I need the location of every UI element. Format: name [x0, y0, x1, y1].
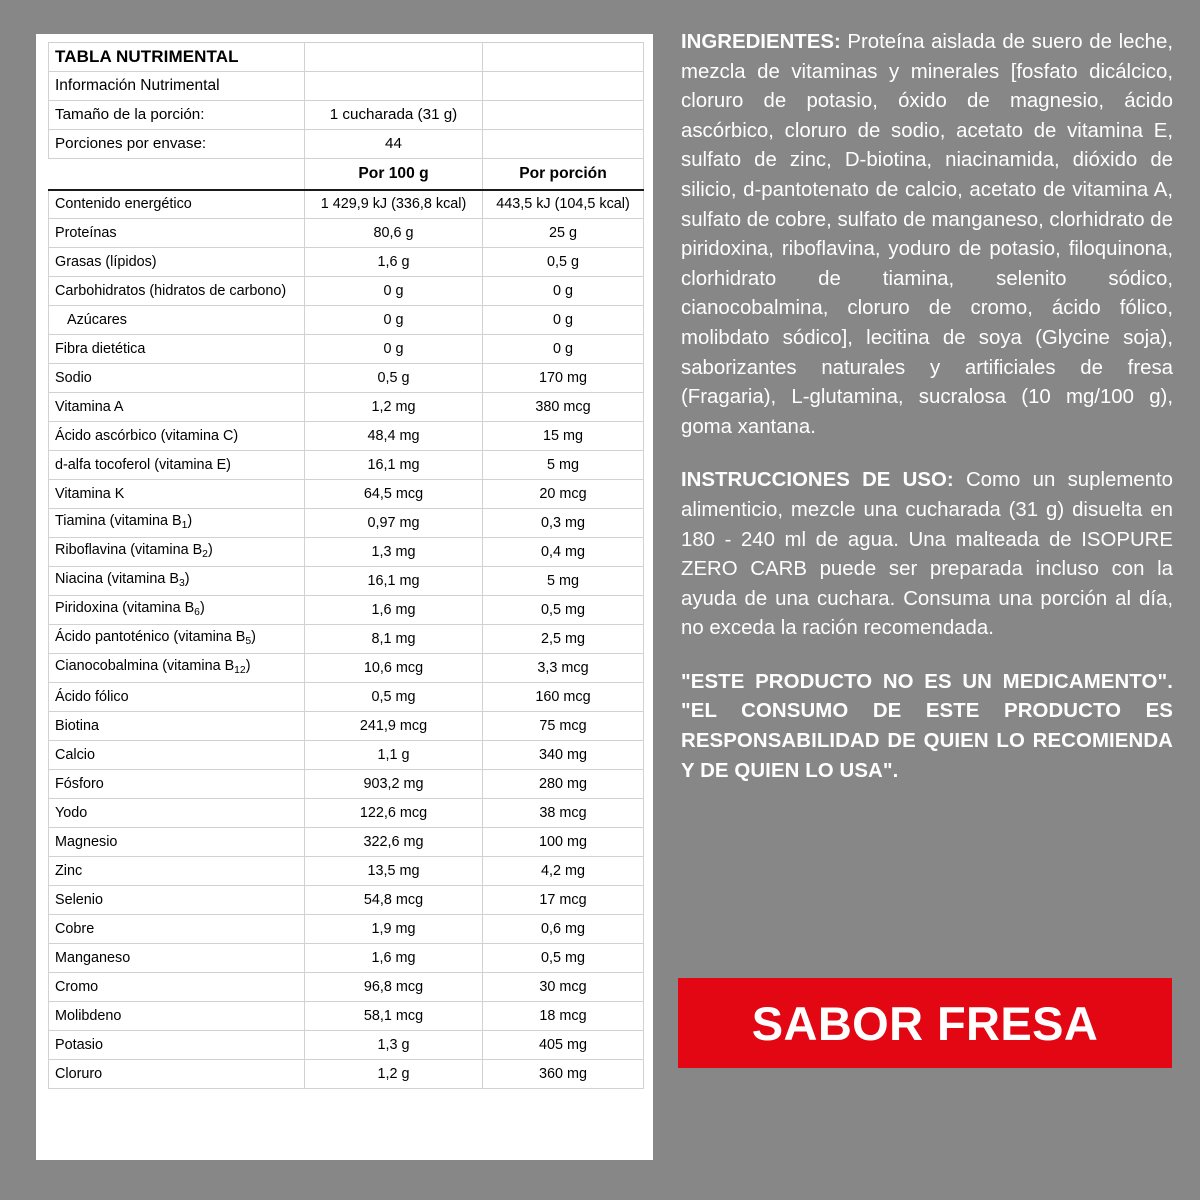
nutrient-value-per-100g: 0,5 mg — [305, 683, 483, 712]
table-row — [49, 973, 644, 1002]
table-row — [49, 451, 644, 480]
nutrient-value-per-serving: 5 mg — [483, 567, 644, 596]
nutrient-value-per-serving: 0,3 mg — [483, 509, 644, 538]
nutrient-value-per-serving: 30 mcg — [483, 973, 644, 1002]
nutrient-label: Potasio — [49, 1031, 305, 1060]
nutrient-value-per-100g: 96,8 mcg — [305, 973, 483, 1002]
nutrient-label: Biotina — [49, 712, 305, 741]
nutrient-value-per-serving: 170 mg — [483, 364, 644, 393]
nutrient-value-per-serving: 405 mg — [483, 1031, 644, 1060]
table-row — [49, 915, 644, 944]
nutrient-value-per-serving: 340 mg — [483, 741, 644, 770]
nutrient-value-per-100g: 58,1 mcg — [305, 1002, 483, 1031]
nutrient-value-per-100g: 80,6 g — [305, 219, 483, 248]
servings-value: 44 — [305, 130, 483, 159]
serving-size-row — [49, 101, 644, 130]
nutrient-value-per-serving: 100 mg — [483, 828, 644, 857]
nutrient-label: Yodo — [49, 799, 305, 828]
nutrient-label: Sodio — [49, 364, 305, 393]
instructions-paragraph — [681, 466, 1173, 644]
table-row — [49, 828, 644, 857]
nutrient-label: Grasas (lípidos) — [49, 248, 305, 277]
nutrient-label: Ácido pantoténico (vitamina $B_5$) — [49, 625, 305, 654]
ingredients-paragraph — [681, 28, 1173, 442]
nutrient-value-per-100g: 122,6 mcg — [305, 799, 483, 828]
table-row — [49, 683, 644, 712]
servings-blank — [483, 130, 644, 159]
nutrient-value-per-serving: 38 mcg — [483, 799, 644, 828]
table-title-blank-1 — [305, 43, 483, 72]
nutrient-value-per-100g: 0 g — [305, 277, 483, 306]
table-title-blank-2 — [483, 43, 644, 72]
nutrient-value-per-100g: 54,8 mcg — [305, 886, 483, 915]
nutrient-value-per-serving: 2,5 mg — [483, 625, 644, 654]
table-row — [49, 741, 644, 770]
nutrient-value-per-100g: 0,97 mg — [305, 509, 483, 538]
nutrient-value-per-serving: 0,5 g — [483, 248, 644, 277]
table-row — [49, 857, 644, 886]
nutrient-value-per-100g: 48,4 mg — [305, 422, 483, 451]
nutrient-label: Contenido energético — [49, 190, 305, 219]
servings-label: Porciones por envase: — [49, 130, 305, 159]
nutrient-label: Piridoxina (vitamina $B_6$) — [49, 596, 305, 625]
nutrient-value-per-100g: 1,2 g — [305, 1060, 483, 1089]
nutrient-value-per-100g: 0 g — [305, 306, 483, 335]
nutrient-value-per-100g: 1,3 mg — [305, 538, 483, 567]
servings-per-container-row — [49, 130, 644, 159]
table-row — [49, 480, 644, 509]
nutrient-label: Cloruro — [49, 1060, 305, 1089]
serving-size-value: 1 cucharada (31 g) — [305, 101, 483, 130]
nutrient-label: Molibdeno — [49, 1002, 305, 1031]
nutrient-label: Ácido ascórbico (vitamina C) — [49, 422, 305, 451]
table-row — [49, 944, 644, 973]
nutrient-label: Ácido fólico — [49, 683, 305, 712]
instructions-body: Como un suplemento alimenticio, mezcle una cucharada (31 g) disuelta en 180 - 240 ml de agua. Una malteada de ISOPURE ZERO CARB puede ser preparada incluso con la ayuda de una cuchara. Consuma una porción al día, no exceda la ración recomendada. — [681, 469, 1173, 640]
nutrient-value-per-serving: 20 mcg — [483, 480, 644, 509]
flavor-banner-label: SABOR FRESA — [751, 996, 1099, 1050]
nutrient-value-per-serving: 15 mg — [483, 422, 644, 451]
nutrient-value-per-100g: 0,5 g — [305, 364, 483, 393]
table-row — [49, 248, 644, 277]
nutrient-value-per-serving: 25 g — [483, 219, 644, 248]
table-row — [49, 799, 644, 828]
column-header-row — [49, 159, 644, 190]
nutrient-value-per-serving: 75 mcg — [483, 712, 644, 741]
nutrient-value-per-serving: 3,3 mcg — [483, 654, 644, 683]
nutrient-value-per-serving: 0 g — [483, 306, 644, 335]
serving-size-blank — [483, 101, 644, 130]
ingredients-body: Proteína aislada de suero de leche, mezcla de vitaminas y minerales [fosfato dicálcico, cloruro de potasio, óxido de magnesio, ácido ascórbico, cloruro de sodio, acetato de vitamina E, sulfato de zinc, D-biotina, niacinamida, dióxido de silicio, d-pantotenato de calcio, acetato de vitamina A, sulfato de cobre, sulfato de manganeso, clorhidrato de piridoxina, riboflavina, yoduro de potasio, filoquinona, clorhidrato de tiamina, selenito sódico, cianocobalmina, cloruro de cromo, ácido fólico, molibdato sódico], lecitina de soya (Glycine soja), saborizantes naturales y artificiales de fresa (Fragaria), L-glutamina, sucralosa (10 mg/100 g), goma xantana. — [681, 31, 1173, 438]
nutrient-value-per-100g: 1,6 g — [305, 248, 483, 277]
table-row — [49, 335, 644, 364]
table-row — [49, 509, 644, 538]
table-row — [49, 538, 644, 567]
table-title-row — [49, 43, 644, 72]
serving-size-label: Tamaño de la porción: — [49, 101, 305, 130]
nutrition-table — [48, 42, 644, 1089]
nutrient-value-per-100g: 16,1 mg — [305, 567, 483, 596]
table-row — [49, 712, 644, 741]
ingredients-heading: INGREDIENTES: — [681, 31, 841, 53]
nutrient-value-per-serving: 0,6 mg — [483, 915, 644, 944]
nutrient-label: Cromo — [49, 973, 305, 1002]
nutrient-value-per-serving: 4,2 mg — [483, 857, 644, 886]
table-row — [49, 770, 644, 799]
nutrient-value-per-100g: 1,6 mg — [305, 596, 483, 625]
nutrient-value-per-serving: 0,5 mg — [483, 596, 644, 625]
table-row — [49, 654, 644, 683]
table-row — [49, 190, 644, 219]
nutrient-label: Riboflavina (vitamina $B_2$) — [49, 538, 305, 567]
table-subtitle-blank-1 — [305, 72, 483, 101]
nutrient-value-per-serving: 0 g — [483, 277, 644, 306]
table-row — [49, 1002, 644, 1031]
nutrient-value-per-100g: 1,9 mg — [305, 915, 483, 944]
column-header-per-100g: Por 100 g — [305, 159, 483, 190]
info-column — [681, 28, 1173, 810]
column-header-per-serving: Por porción — [483, 159, 644, 190]
nutrient-value-per-serving: 380 mcg — [483, 393, 644, 422]
nutrient-value-per-100g: 0 g — [305, 335, 483, 364]
table-row — [49, 625, 644, 654]
table-row — [49, 277, 644, 306]
nutrient-label: Vitamina K — [49, 480, 305, 509]
nutrient-value-per-serving: 160 mcg — [483, 683, 644, 712]
nutrient-label: Niacina (vitamina $B_3$) — [49, 567, 305, 596]
nutrient-value-per-serving: 443,5 kJ (104,5 kcal) — [483, 190, 644, 219]
nutrient-value-per-100g: 16,1 mg — [305, 451, 483, 480]
table-title: TABLA NUTRIMENTAL — [49, 43, 305, 72]
nutrient-value-per-100g: 1,3 g — [305, 1031, 483, 1060]
flavor-banner — [678, 978, 1172, 1068]
nutrient-value-per-serving: 280 mg — [483, 770, 644, 799]
table-subtitle: Información Nutrimental — [49, 72, 305, 101]
nutrient-value-per-100g: 64,5 mcg — [305, 480, 483, 509]
table-row — [49, 886, 644, 915]
nutrient-label: Fibra dietética — [49, 335, 305, 364]
nutrient-label: Proteínas — [49, 219, 305, 248]
table-row — [49, 364, 644, 393]
nutrient-value-per-100g: 13,5 mg — [305, 857, 483, 886]
nutrient-label: Vitamina A — [49, 393, 305, 422]
nutrient-value-per-serving: 18 mcg — [483, 1002, 644, 1031]
nutrient-label: Fósforo — [49, 770, 305, 799]
nutrient-value-per-serving: 0,5 mg — [483, 944, 644, 973]
nutrition-table-wrapper — [48, 42, 643, 1089]
instructions-heading: INSTRUCCIONES DE USO: — [681, 469, 954, 492]
disclaimer-text: "ESTE PRODUCTO NO ES UN MEDICAMENTO". "EL CONSUMO DE ESTE PRODUCTO ES RESPONSABILIDAD DE QUIEN LO RECOMIENDA Y DE QUIEN LO USA". — [681, 670, 1173, 782]
nutrition-table-body — [49, 43, 644, 1089]
table-row — [49, 596, 644, 625]
nutrition-card — [36, 34, 653, 1160]
table-row — [49, 1060, 644, 1089]
nutrient-label: Magnesio — [49, 828, 305, 857]
nutrient-label: Azúcares — [49, 306, 305, 335]
nutrient-label: Cobre — [49, 915, 305, 944]
table-subtitle-row — [49, 72, 644, 101]
nutrient-value-per-serving: 5 mg — [483, 451, 644, 480]
nutrient-value-per-serving: 0,4 mg — [483, 538, 644, 567]
nutrient-label: d-alfa tocoferol (vitamina E) — [49, 451, 305, 480]
table-row — [49, 422, 644, 451]
nutrient-value-per-100g: 10,6 mcg — [305, 654, 483, 683]
table-row — [49, 1031, 644, 1060]
nutrient-value-per-100g: 1,6 mg — [305, 944, 483, 973]
nutrient-value-per-100g: 8,1 mg — [305, 625, 483, 654]
table-row — [49, 393, 644, 422]
nutrient-label: Manganeso — [49, 944, 305, 973]
nutrient-label: Selenio — [49, 886, 305, 915]
table-row — [49, 306, 644, 335]
nutrient-value-per-100g: 1 429,9 kJ (336,8 kcal) — [305, 190, 483, 219]
nutrient-label: Calcio — [49, 741, 305, 770]
table-row — [49, 219, 644, 248]
nutrient-label: Zinc — [49, 857, 305, 886]
nutrient-value-per-100g: 322,6 mg — [305, 828, 483, 857]
nutrient-value-per-100g: 241,9 mcg — [305, 712, 483, 741]
nutrient-value-per-serving: 17 mcg — [483, 886, 644, 915]
nutrient-value-per-serving: 0 g — [483, 335, 644, 364]
nutrient-label: Carbohidratos (hidratos de carbono) — [49, 277, 305, 306]
nutrient-label: Tiamina (vitamina $B_1$) — [49, 509, 305, 538]
nutrient-value-per-100g: 1,1 g — [305, 741, 483, 770]
column-header-blank — [49, 159, 305, 190]
table-subtitle-blank-2 — [483, 72, 644, 101]
table-row — [49, 567, 644, 596]
nutrient-label: Cianocobalmina (vitamina $B_{12}$) — [49, 654, 305, 683]
nutrient-value-per-serving: 360 mg — [483, 1060, 644, 1089]
nutrient-value-per-100g: 1,2 mg — [305, 393, 483, 422]
nutrient-value-per-100g: 903,2 mg — [305, 770, 483, 799]
